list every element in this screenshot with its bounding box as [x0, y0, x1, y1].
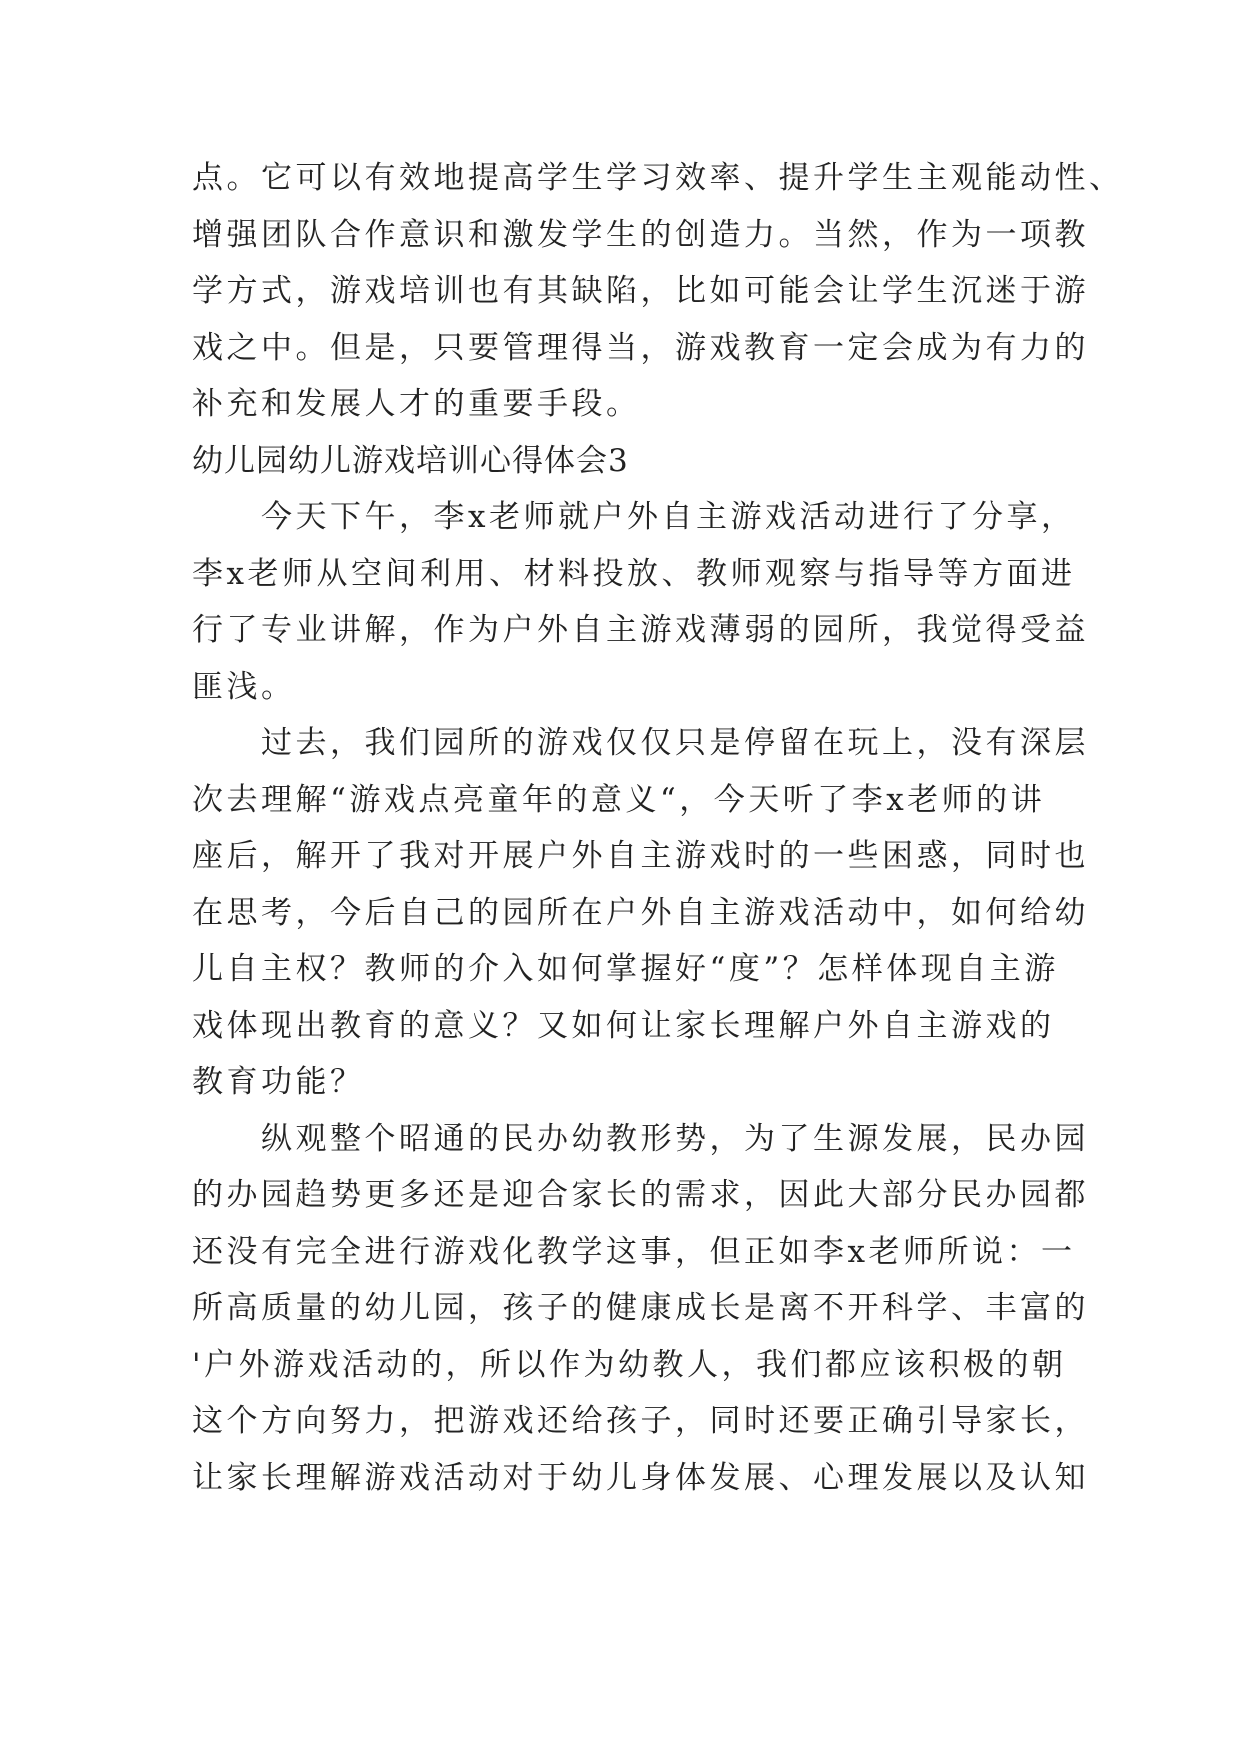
text-line: 的办园趋势更多还是迎合家长的需求，因此大部分民办园都: [192, 1177, 1089, 1213]
text-line: 戏体现出教育的意义？又如何让家长理解户外自主游戏的: [192, 1007, 1055, 1044]
text-line: 座后，解开了我对开展户外自主游戏时的一些困惑，同时也: [192, 838, 1089, 874]
text-line: 让家长理解游戏活动对于幼儿身体发展、心理发展以及认知: [192, 1459, 1089, 1496]
text-line: 儿自主权？教师的介入如何掌握好“度”？怎样体现自主游: [192, 951, 1059, 987]
text-line: 今天下午，李x老师就户外自主游戏活动进行了分享，: [192, 499, 1076, 535]
section-heading: 幼儿园幼儿游戏培训心得体会3: [192, 442, 629, 479]
text-line: 匪浅。: [192, 668, 296, 705]
text-line: 还没有完全进行游戏化教学这事，但正如李x老师所说：一: [192, 1233, 1076, 1270]
text-line: 点。它可以有效地提高学生学习效率、提升学生主观能动性、: [192, 160, 1124, 196]
text-line: 教育功能？: [192, 1064, 365, 1100]
text-line: 戏之中。但是，只要管理得当，游戏教育一定会成为有力的: [192, 329, 1089, 366]
document-body: [192, 150, 1124, 1506]
text-line: 这个方向努力，把游戏还给孩子，同时还要正确引导家长，: [192, 1403, 1089, 1439]
text-line: '户外游戏活动的，所以作为幼教人，我们都应该积极的朝: [192, 1346, 1067, 1383]
text-line: 学方式，游戏培训也有其缺陷，比如可能会让学生沉迷于游: [192, 273, 1089, 309]
text-line: 补充和发展人才的重要手段。: [192, 386, 641, 422]
text-line: 纵观整个昭通的民办幼教形势，为了生源发展，民办园: [192, 1120, 1089, 1157]
text-line: 所高质量的幼儿园，孩子的健康成长是离不开科学、丰富的: [192, 1290, 1089, 1326]
text-line: 在思考，今后自己的园所在户外自主游戏活动中，如何给幼: [192, 894, 1089, 931]
text-line: 行了专业讲解，作为户外自主游戏薄弱的园所，我觉得受益: [192, 612, 1089, 648]
text-line: 李x老师从空间利用、材料投放、教师观察与指导等方面进: [192, 555, 1076, 592]
text-line: 次去理解“游戏点亮童年的意义“，今天听了李x老师的讲: [192, 781, 1046, 818]
text-line: 增强团队合作意识和激发学生的创造力。当然，作为一项教: [192, 216, 1089, 253]
text-line: 过去，我们园所的游戏仅仅只是停留在玩上，没有深层: [192, 725, 1089, 761]
